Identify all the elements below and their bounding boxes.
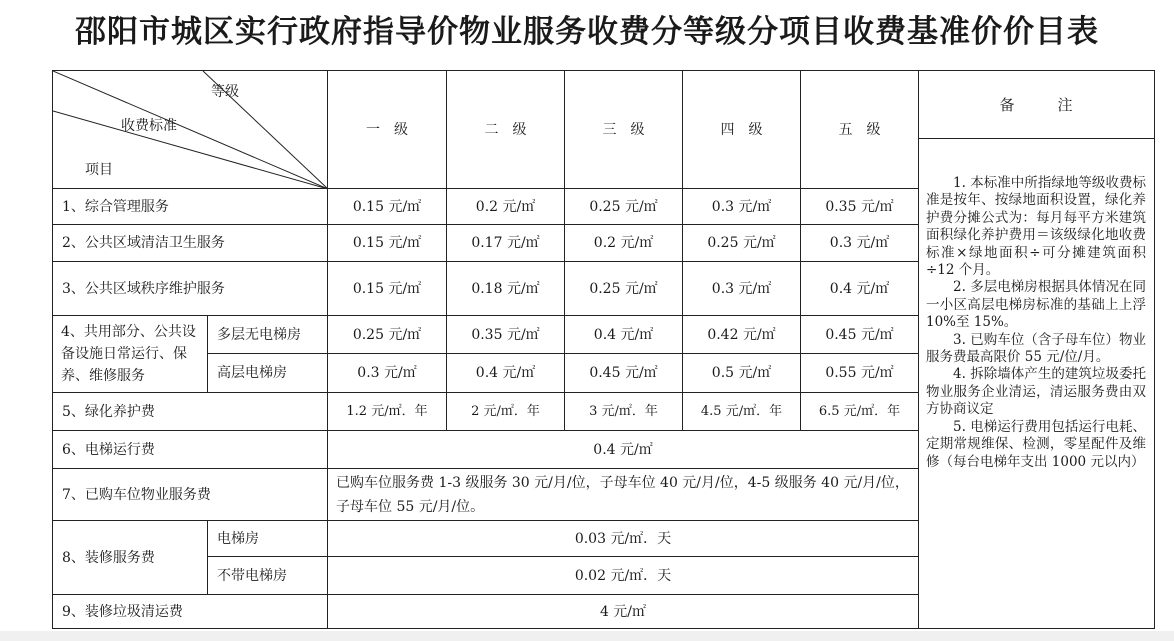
table-cell: 0.4 元/㎡ [565, 316, 683, 354]
table-cell: 0.4 元/㎡ [447, 354, 565, 393]
table-cell: 1.2 元/㎡．年 [328, 393, 447, 431]
table-cell: 0.35 元/㎡ [447, 316, 565, 354]
header-fee-standard-label: 收费标准 [121, 118, 177, 134]
table-cell: 0.17 元/㎡ [447, 225, 565, 262]
table-cell: 0.2 元/㎡ [447, 189, 565, 225]
remark-note: 1. 本标准中所指绿地等级收费标准是按年、按绿地面积设置，绿化养护费分摊公式为：每月每平方米建筑面积绿化养护费用＝该级绿化地收费标准×绿地面积÷可分摊建筑面积÷12 个月。 [926, 175, 1146, 279]
row-label: 3、公共区域秩序维护服务 [53, 262, 328, 316]
table-cell: 0.3 元/㎡ [328, 354, 447, 393]
table-cell: 0.42 元/㎡ [683, 316, 801, 354]
header-item-label: 项目 [85, 162, 113, 178]
page-title: 邵阳市城区实行政府指导价物业服务收费分等级分项目收费基准价价目表 [75, 14, 1099, 50]
row-label: 5、绿化养护费 [53, 393, 328, 431]
table-row [53, 189, 919, 225]
row-label: 4、共用部分、公共设备设施日常运行、保养、维修服务 [53, 316, 208, 393]
row-label: 8、装修服务费 [53, 521, 208, 595]
table-cell: 0.02 元/㎡．天 [328, 557, 919, 595]
table-row [53, 595, 919, 629]
row-label: 9、装修垃圾清运费 [53, 595, 328, 629]
table-cell: 4 元/㎡ [328, 595, 919, 629]
table-row [53, 431, 919, 469]
table-cell: 0.03 元/㎡．天 [328, 521, 919, 557]
remark-note: 2. 多层电梯房根据具体情况在同一小区高层电梯房标准的基础上上浮 10%至 15%。 [926, 279, 1146, 331]
level-1-header: 一 级 [328, 71, 447, 189]
table-cell: 0.3 元/㎡ [801, 225, 919, 262]
table-cell: 4.5 元/㎡．年 [683, 393, 801, 431]
table-cell: 3 元/㎡．年 [565, 393, 683, 431]
table-cell: 0.55 元/㎡ [801, 354, 919, 393]
table-cell: 0.15 元/㎡ [328, 189, 447, 225]
sub-row-label: 多层无电梯房 [208, 316, 328, 354]
table-cell: 0.25 元/㎡ [683, 225, 801, 262]
table-row [53, 393, 919, 431]
table-row [53, 521, 919, 557]
diagonal-header-cell [53, 71, 328, 189]
table-cell: 0.18 元/㎡ [447, 262, 565, 316]
table-cell: 2 元/㎡．年 [447, 393, 565, 431]
remark-note: 3. 已购车位（含子母车位）物业服务费最高限价 55 元/位/月。 [926, 331, 1146, 366]
sub-row-label: 高层电梯房 [208, 354, 328, 393]
remarks-header: 备 注 [918, 71, 1154, 139]
level-4-header: 四 级 [683, 71, 801, 189]
level-2-header: 二 级 [447, 71, 565, 189]
row-label: 1、综合管理服务 [53, 189, 328, 225]
table-row [53, 225, 919, 262]
table-cell: 0.2 元/㎡ [565, 225, 683, 262]
table-cell: 0.45 元/㎡ [801, 316, 919, 354]
remark-note: 4. 拆除墙体产生的建筑垃圾委托物业服务企业清运，清运服务费由双方协商议定 [926, 366, 1146, 418]
table-cell: 0.15 元/㎡ [328, 225, 447, 262]
table-cell: 0.25 元/㎡ [565, 189, 683, 225]
fee-table [52, 70, 919, 629]
row-label: 2、公共区域清洁卫生服务 [53, 225, 328, 262]
row-label: 6、电梯运行费 [53, 431, 328, 469]
table-cell: 0.15 元/㎡ [328, 262, 447, 316]
table-cell: 0.4 元/㎡ [328, 431, 919, 469]
remarks-body [918, 139, 1154, 471]
sub-row-label: 不带电梯房 [208, 557, 328, 595]
table-cell: 0.4 元/㎡ [801, 262, 919, 316]
table-row [53, 316, 919, 354]
table-header-row [53, 71, 919, 189]
row-label: 7、已购车位物业服务费 [53, 469, 328, 521]
table-cell: 0.3 元/㎡ [683, 189, 801, 225]
level-3-header: 三 级 [565, 71, 683, 189]
table-cell: 0.3 元/㎡ [683, 262, 801, 316]
table-row [53, 262, 919, 316]
table-cell: 6.5 元/㎡．年 [801, 393, 919, 431]
table-cell: 已购车位服务费 1-3 级服务 30 元/月/位，子母车位 40 元/月/位，4-5 级服务 40 元/月/位，子母车位 55 元/月/位。 [328, 469, 919, 521]
table-cell: 0.5 元/㎡ [683, 354, 801, 393]
header-grade-label: 等级 [211, 84, 239, 100]
table-cell: 0.25 元/㎡ [328, 316, 447, 354]
table-cell: 0.35 元/㎡ [801, 189, 919, 225]
table-row [53, 469, 919, 521]
level-5-header: 五 级 [801, 71, 919, 189]
table-cell: 0.45 元/㎡ [565, 354, 683, 393]
sub-row-label: 电梯房 [208, 521, 328, 557]
remark-note: 5. 电梯运行费用包括运行电耗、定期常规维保、检测，零星配件及维修（每台电梯年支出 1000 元以内） [926, 418, 1146, 470]
table-cell: 0.25 元/㎡ [565, 262, 683, 316]
remarks-column [918, 70, 1155, 629]
page-bottom-edge [0, 631, 1174, 641]
